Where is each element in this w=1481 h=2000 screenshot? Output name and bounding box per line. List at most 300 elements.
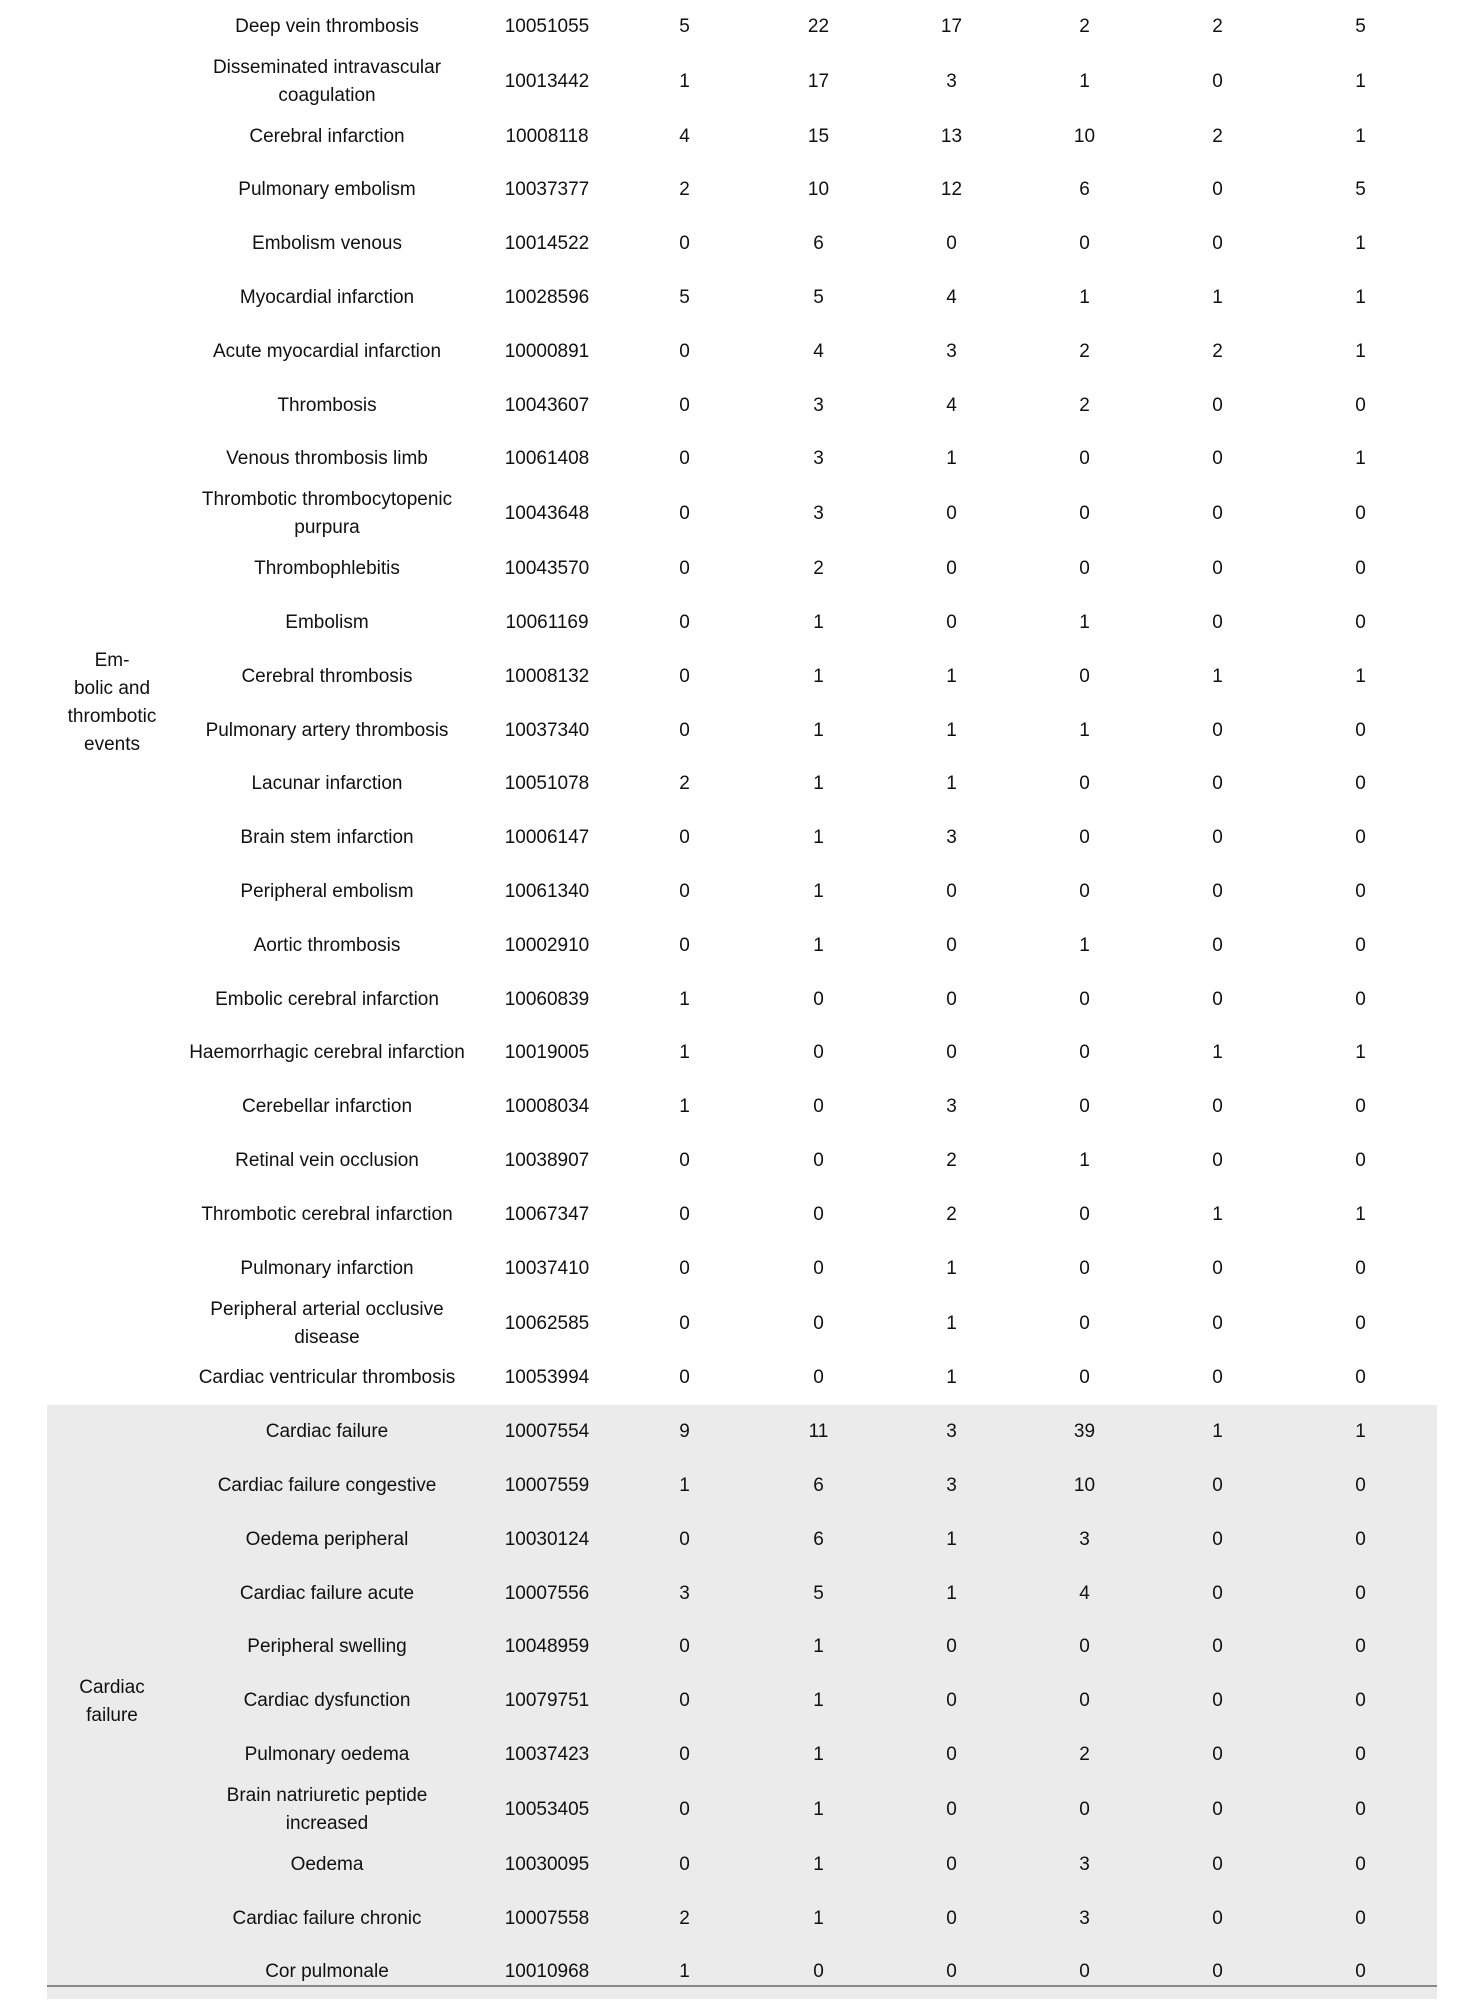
count-cell: 0 bbox=[679, 827, 690, 849]
preferred-term: Cerebellar infarction bbox=[241, 1096, 413, 1118]
count-cell: 0 bbox=[813, 1312, 824, 1334]
table-row bbox=[47, 1838, 1437, 1892]
count-cell: 3 bbox=[885, 1459, 1018, 1513]
count-cell: 3 bbox=[813, 448, 824, 470]
count-cell: 0 bbox=[679, 503, 690, 525]
table-row bbox=[47, 758, 1437, 812]
count-cell: 0 bbox=[679, 1257, 690, 1279]
table-row bbox=[47, 1674, 1437, 1728]
meddra-code: 10051055 bbox=[504, 15, 590, 37]
count-cell: 0 bbox=[679, 1203, 690, 1225]
table-row bbox=[47, 379, 1437, 433]
meddra-code: 10013442 bbox=[504, 70, 590, 92]
count-cell: 1 bbox=[679, 1042, 690, 1064]
group-label: Cardiac failure bbox=[47, 1405, 177, 1999]
group-label: Em- bolic and thrombotic events bbox=[67, 649, 157, 755]
count-cell: 0 bbox=[1079, 558, 1090, 580]
count-cell: 2 bbox=[1212, 15, 1223, 37]
count-cell: 1 bbox=[679, 70, 690, 92]
count-cell: 0 bbox=[813, 1096, 824, 1118]
table-row bbox=[47, 919, 1437, 973]
table-bottom-rule bbox=[47, 1985, 1437, 1987]
count-cell: 0 bbox=[1079, 1042, 1090, 1064]
count-cell: 6 bbox=[1079, 179, 1090, 201]
count-cell: 0 bbox=[1355, 1150, 1366, 1172]
count-cell: 1 bbox=[946, 719, 957, 741]
count-cell: 1 bbox=[1079, 612, 1090, 634]
count-cell: 1 bbox=[1079, 287, 1090, 309]
count-cell: 0 bbox=[1355, 394, 1366, 416]
meddra-code: 10010968 bbox=[477, 1946, 617, 2000]
count-cell: 10 bbox=[807, 179, 830, 201]
count-cell: 0 bbox=[679, 233, 690, 255]
preferred-term: Thrombotic cerebral infarction bbox=[201, 1203, 453, 1225]
count-cell: 0 bbox=[1212, 558, 1223, 580]
count-cell: 0 bbox=[1355, 719, 1366, 741]
count-cell: 1 bbox=[1079, 1150, 1090, 1172]
count-cell: 2 bbox=[1079, 394, 1090, 416]
table-row bbox=[47, 1513, 1437, 1567]
preferred-term: Cerebral thrombosis bbox=[241, 665, 413, 687]
count-cell: 1 bbox=[752, 1674, 885, 1728]
count-cell: 0 bbox=[946, 988, 957, 1010]
count-cell: 1 bbox=[946, 1367, 957, 1389]
preferred-term: Cardiac failure acute bbox=[177, 1567, 477, 1621]
count-cell: 0 bbox=[679, 394, 690, 416]
count-cell: 0 bbox=[1355, 1367, 1366, 1389]
table-row bbox=[47, 433, 1437, 487]
count-cell: 1 bbox=[1151, 1405, 1284, 1459]
table-row bbox=[47, 1892, 1437, 1946]
meddra-code: 10067347 bbox=[504, 1203, 590, 1225]
meddra-code: 10007559 bbox=[477, 1459, 617, 1513]
meddra-code: 10030095 bbox=[477, 1838, 617, 1892]
preferred-term: Cardiac ventricular thrombosis bbox=[198, 1367, 456, 1389]
meddra-code: 10053405 bbox=[477, 1782, 617, 1838]
count-cell: 0 bbox=[1151, 1674, 1284, 1728]
count-cell: 0 bbox=[617, 1782, 752, 1838]
meddra-code: 10079751 bbox=[477, 1674, 617, 1728]
preferred-term: Venous thrombosis limb bbox=[226, 448, 428, 470]
count-cell: 3 bbox=[1018, 1513, 1151, 1567]
count-cell: 0 bbox=[617, 1674, 752, 1728]
table-row bbox=[47, 164, 1437, 218]
count-cell: 0 bbox=[1212, 1312, 1223, 1334]
preferred-term: Cerebral infarction bbox=[249, 125, 405, 147]
count-cell: 10 bbox=[1018, 1459, 1151, 1513]
count-cell: 0 bbox=[679, 1367, 690, 1389]
count-cell: 0 bbox=[1151, 1621, 1284, 1675]
count-cell: 6 bbox=[752, 1513, 885, 1567]
table-row bbox=[47, 542, 1437, 596]
meddra-code: 10037340 bbox=[504, 719, 590, 741]
count-cell: 1 bbox=[679, 988, 690, 1010]
preferred-term: Oedema peripheral bbox=[177, 1513, 477, 1567]
table-row bbox=[47, 1567, 1437, 1621]
count-cell: 15 bbox=[807, 125, 830, 147]
preferred-term: Pulmonary infarction bbox=[240, 1257, 414, 1279]
table-row bbox=[47, 1405, 1437, 1459]
count-cell: 6 bbox=[752, 1459, 885, 1513]
count-cell: 0 bbox=[1079, 988, 1090, 1010]
count-cell: 3 bbox=[946, 1096, 957, 1118]
meddra-code: 10014522 bbox=[504, 233, 590, 255]
count-cell: 0 bbox=[1284, 1946, 1437, 2000]
count-cell: 0 bbox=[1355, 773, 1366, 795]
table-row bbox=[47, 1352, 1437, 1406]
table-row bbox=[47, 596, 1437, 650]
count-cell: 0 bbox=[946, 233, 957, 255]
count-cell: 0 bbox=[1079, 881, 1090, 903]
count-cell: 0 bbox=[1151, 1782, 1284, 1838]
count-cell: 0 bbox=[1355, 988, 1366, 1010]
count-cell: 0 bbox=[1284, 1674, 1437, 1728]
table-row bbox=[47, 1459, 1437, 1513]
count-cell: 5 bbox=[679, 287, 690, 309]
count-cell: 2 bbox=[679, 179, 690, 201]
count-cell: 0 bbox=[885, 1621, 1018, 1675]
count-cell: 1 bbox=[946, 773, 957, 795]
count-cell: 0 bbox=[1151, 1459, 1284, 1513]
preferred-term: Myocardial infarction bbox=[239, 287, 415, 309]
count-cell: 9 bbox=[617, 1405, 752, 1459]
count-cell: 1 bbox=[679, 1096, 690, 1118]
count-cell: 0 bbox=[617, 1838, 752, 1892]
table-row bbox=[47, 1296, 1437, 1352]
meddra-code: 10051078 bbox=[504, 773, 590, 795]
count-cell: 0 bbox=[813, 1203, 824, 1225]
count-cell: 1 bbox=[1212, 665, 1223, 687]
count-cell: 3 bbox=[946, 70, 957, 92]
meddra-code: 10006147 bbox=[504, 827, 590, 849]
preferred-term: Retinal vein occlusion bbox=[235, 1150, 419, 1172]
count-cell: 0 bbox=[1212, 934, 1223, 956]
count-cell: 1 bbox=[1355, 70, 1366, 92]
count-cell: 0 bbox=[1018, 1674, 1151, 1728]
count-cell: 5 bbox=[679, 15, 690, 37]
count-cell: 1 bbox=[1355, 287, 1366, 309]
count-cell: 1 bbox=[946, 665, 957, 687]
count-cell: 0 bbox=[1079, 448, 1090, 470]
preferred-term: Peripheral swelling bbox=[177, 1621, 477, 1675]
meddra-code: 10008118 bbox=[505, 125, 589, 147]
table-row bbox=[47, 865, 1437, 919]
count-cell: 0 bbox=[885, 1946, 1018, 2000]
count-cell: 0 bbox=[1212, 394, 1223, 416]
adverse-events-table bbox=[47, 0, 1437, 1999]
count-cell: 17 bbox=[940, 15, 963, 37]
count-cell: 22 bbox=[807, 15, 830, 37]
meddra-code: 10061169 bbox=[505, 612, 589, 634]
preferred-term: Cardiac failure congestive bbox=[177, 1459, 477, 1513]
count-cell: 0 bbox=[1212, 1257, 1223, 1279]
meddra-code: 10043607 bbox=[504, 394, 590, 416]
count-cell: 0 bbox=[1355, 503, 1366, 525]
count-cell: 1 bbox=[813, 934, 824, 956]
table-row bbox=[47, 973, 1437, 1027]
count-cell: 3 bbox=[1018, 1892, 1151, 1946]
group-embolic-thrombotic bbox=[47, 0, 1437, 1405]
count-cell: 3 bbox=[946, 340, 957, 362]
count-cell: 0 bbox=[1284, 1892, 1437, 1946]
count-cell: 0 bbox=[1079, 1367, 1090, 1389]
meddra-code: 10061340 bbox=[504, 881, 590, 903]
count-cell: 1 bbox=[752, 1838, 885, 1892]
preferred-term: Cardiac failure bbox=[177, 1405, 477, 1459]
table-row bbox=[47, 1946, 1437, 2000]
table-row bbox=[47, 1027, 1437, 1081]
meddra-code: 10019005 bbox=[504, 1042, 590, 1064]
count-cell: 1 bbox=[1212, 287, 1223, 309]
count-cell: 0 bbox=[1151, 1513, 1284, 1567]
count-cell: 0 bbox=[679, 448, 690, 470]
preferred-term: Thrombotic thrombocytopenic purpura bbox=[201, 489, 453, 539]
table-row bbox=[47, 1728, 1437, 1782]
count-cell: 1 bbox=[1355, 1203, 1366, 1225]
meddra-code: 10061408 bbox=[504, 448, 590, 470]
count-cell: 39 bbox=[1018, 1405, 1151, 1459]
count-cell: 4 bbox=[946, 394, 957, 416]
table-row bbox=[47, 1080, 1437, 1134]
count-cell: 1 bbox=[946, 1257, 957, 1279]
count-cell: 10 bbox=[1073, 125, 1096, 147]
table-row bbox=[47, 54, 1437, 110]
table-row bbox=[47, 811, 1437, 865]
count-cell: 0 bbox=[813, 1257, 824, 1279]
table-row bbox=[47, 1134, 1437, 1188]
count-cell: 1 bbox=[1355, 125, 1366, 147]
count-cell: 0 bbox=[679, 719, 690, 741]
count-cell: 0 bbox=[1212, 70, 1223, 92]
preferred-term: Thrombosis bbox=[277, 394, 377, 416]
count-cell: 0 bbox=[1355, 881, 1366, 903]
meddra-code: 10037410 bbox=[504, 1257, 590, 1279]
count-cell: 2 bbox=[679, 773, 690, 795]
preferred-term: Embolism bbox=[285, 612, 369, 634]
count-cell: 1 bbox=[752, 1892, 885, 1946]
count-cell: 1 bbox=[813, 827, 824, 849]
count-cell: 1 bbox=[885, 1567, 1018, 1621]
count-cell: 1 bbox=[946, 1312, 957, 1334]
count-cell: 2 bbox=[946, 1203, 957, 1225]
table-row bbox=[47, 217, 1437, 271]
preferred-term: Disseminated intravascular coagulation bbox=[212, 56, 442, 106]
table-row bbox=[47, 1621, 1437, 1675]
count-cell: 1 bbox=[1355, 340, 1366, 362]
count-cell: 0 bbox=[1018, 1782, 1151, 1838]
table-row bbox=[47, 325, 1437, 379]
count-cell: 0 bbox=[1355, 558, 1366, 580]
count-cell: 0 bbox=[813, 1042, 824, 1064]
count-cell: 0 bbox=[1355, 612, 1366, 634]
preferred-term: Embolic cerebral infarction bbox=[215, 988, 439, 1010]
count-cell: 0 bbox=[813, 1367, 824, 1389]
meddra-code: 10062585 bbox=[504, 1312, 590, 1334]
count-cell: 0 bbox=[1212, 827, 1223, 849]
count-cell: 2 bbox=[1018, 1728, 1151, 1782]
count-cell: 0 bbox=[1284, 1567, 1437, 1621]
count-cell: 5 bbox=[813, 287, 824, 309]
table-row bbox=[47, 0, 1437, 54]
count-cell: 1 bbox=[813, 881, 824, 903]
count-cell: 1 bbox=[617, 1459, 752, 1513]
count-cell: 2 bbox=[1079, 15, 1090, 37]
count-cell: 0 bbox=[679, 558, 690, 580]
group-cardiac-failure bbox=[47, 1405, 1437, 1999]
count-cell: 0 bbox=[946, 612, 957, 634]
count-cell: 0 bbox=[1355, 1312, 1366, 1334]
count-cell: 3 bbox=[813, 503, 824, 525]
count-cell: 1 bbox=[1079, 719, 1090, 741]
preferred-term: Cor pulmonale bbox=[177, 1946, 477, 2000]
count-cell: 0 bbox=[885, 1838, 1018, 1892]
preferred-term: Pulmonary oedema bbox=[177, 1728, 477, 1782]
meddra-code: 10038907 bbox=[504, 1150, 590, 1172]
count-cell: 0 bbox=[1212, 1150, 1223, 1172]
count-cell: 0 bbox=[1284, 1459, 1437, 1513]
count-cell: 13 bbox=[940, 125, 963, 147]
preferred-term: Brain stem infarction bbox=[240, 827, 414, 849]
count-cell: 0 bbox=[1212, 233, 1223, 255]
count-cell: 1 bbox=[752, 1782, 885, 1838]
table-row bbox=[47, 704, 1437, 758]
preferred-term: Deep vein thrombosis bbox=[235, 15, 419, 37]
count-cell: 2 bbox=[946, 1150, 957, 1172]
count-cell: 0 bbox=[679, 1150, 690, 1172]
count-cell: 0 bbox=[885, 1892, 1018, 1946]
count-cell: 1 bbox=[946, 448, 957, 470]
count-cell: 1 bbox=[752, 1621, 885, 1675]
preferred-term: Cardiac failure chronic bbox=[177, 1892, 477, 1946]
count-cell: 1 bbox=[1212, 1203, 1223, 1225]
count-cell: 0 bbox=[1284, 1782, 1437, 1838]
count-cell: 0 bbox=[617, 1513, 752, 1567]
count-cell: 3 bbox=[617, 1567, 752, 1621]
count-cell: 1 bbox=[813, 719, 824, 741]
preferred-term: Peripheral embolism bbox=[240, 881, 414, 903]
count-cell: 3 bbox=[946, 827, 957, 849]
count-cell: 5 bbox=[1355, 15, 1366, 37]
count-cell: 0 bbox=[679, 340, 690, 362]
count-cell: 0 bbox=[885, 1728, 1018, 1782]
preferred-term: Lacunar infarction bbox=[251, 773, 403, 795]
count-cell: 0 bbox=[1284, 1728, 1437, 1782]
table-row bbox=[47, 650, 1437, 704]
count-cell: 0 bbox=[679, 665, 690, 687]
count-cell: 0 bbox=[946, 881, 957, 903]
table-row bbox=[47, 1782, 1437, 1838]
count-cell: 0 bbox=[1212, 988, 1223, 1010]
count-cell: 1 bbox=[1355, 233, 1366, 255]
count-cell: 4 bbox=[946, 287, 957, 309]
count-cell: 0 bbox=[1079, 773, 1090, 795]
count-cell: 11 bbox=[752, 1405, 885, 1459]
count-cell: 1 bbox=[752, 1728, 885, 1782]
count-cell: 2 bbox=[1212, 340, 1223, 362]
count-cell: 0 bbox=[1079, 827, 1090, 849]
preferred-term: Peripheral arterial occlusive disease bbox=[210, 1298, 444, 1348]
meddra-code: 10007558 bbox=[477, 1892, 617, 1946]
count-cell: 0 bbox=[1355, 1257, 1366, 1279]
count-cell: 0 bbox=[1018, 1621, 1151, 1675]
count-cell: 0 bbox=[679, 612, 690, 634]
count-cell: 0 bbox=[1079, 503, 1090, 525]
preferred-term: Acute myocardial infarction bbox=[212, 340, 442, 362]
count-cell: 0 bbox=[1079, 233, 1090, 255]
count-cell: 0 bbox=[1212, 1096, 1223, 1118]
count-cell: 0 bbox=[1151, 1892, 1284, 1946]
count-cell: 1 bbox=[617, 1946, 752, 2000]
count-cell: 1 bbox=[813, 612, 824, 634]
count-cell: 0 bbox=[1212, 448, 1223, 470]
preferred-term: Thrombophlebitis bbox=[254, 558, 400, 580]
count-cell: 4 bbox=[813, 340, 824, 362]
count-cell: 4 bbox=[1018, 1567, 1151, 1621]
count-cell: 1 bbox=[1355, 1042, 1366, 1064]
count-cell: 0 bbox=[1212, 773, 1223, 795]
meddra-code: 10037423 bbox=[477, 1728, 617, 1782]
count-cell: 0 bbox=[885, 1674, 1018, 1728]
count-cell: 0 bbox=[946, 934, 957, 956]
count-cell: 0 bbox=[1151, 1567, 1284, 1621]
count-cell: 0 bbox=[1284, 1621, 1437, 1675]
count-cell: 0 bbox=[1284, 1838, 1437, 1892]
count-cell: 0 bbox=[1151, 1946, 1284, 2000]
count-cell: 0 bbox=[1079, 1203, 1090, 1225]
meddra-code: 10002910 bbox=[504, 934, 590, 956]
meddra-code: 10007554 bbox=[477, 1405, 617, 1459]
count-cell: 0 bbox=[1151, 1728, 1284, 1782]
count-cell: 0 bbox=[1284, 1513, 1437, 1567]
count-cell: 0 bbox=[1355, 934, 1366, 956]
count-cell: 0 bbox=[1151, 1838, 1284, 1892]
count-cell: 0 bbox=[1079, 1257, 1090, 1279]
count-cell: 0 bbox=[813, 988, 824, 1010]
count-cell: 5 bbox=[752, 1567, 885, 1621]
count-cell: 0 bbox=[1212, 612, 1223, 634]
count-cell: 1 bbox=[885, 1513, 1018, 1567]
adverse-events-table-container bbox=[47, 0, 1437, 1999]
count-cell: 4 bbox=[679, 125, 690, 147]
count-cell: 2 bbox=[617, 1892, 752, 1946]
count-cell: 0 bbox=[1355, 1096, 1366, 1118]
count-cell: 12 bbox=[940, 179, 963, 201]
meddra-code: 10053994 bbox=[504, 1367, 590, 1389]
count-cell: 0 bbox=[679, 1312, 690, 1334]
meddra-code: 10008034 bbox=[504, 1096, 590, 1118]
count-cell: 0 bbox=[679, 934, 690, 956]
count-cell: 2 bbox=[1079, 340, 1090, 362]
count-cell: 3 bbox=[1018, 1838, 1151, 1892]
meddra-code: 10048959 bbox=[477, 1621, 617, 1675]
meddra-code: 10043648 bbox=[504, 503, 590, 525]
preferred-term: Pulmonary embolism bbox=[238, 179, 416, 201]
count-cell: 0 bbox=[885, 1782, 1018, 1838]
count-cell: 6 bbox=[813, 233, 824, 255]
count-cell: 0 bbox=[752, 1946, 885, 2000]
count-cell: 2 bbox=[1212, 125, 1223, 147]
count-cell: 0 bbox=[1018, 1946, 1151, 2000]
count-cell: 0 bbox=[1212, 881, 1223, 903]
count-cell: 0 bbox=[1212, 503, 1223, 525]
count-cell: 0 bbox=[1212, 1367, 1223, 1389]
count-cell: 1 bbox=[1079, 70, 1090, 92]
count-cell: 0 bbox=[946, 558, 957, 580]
count-cell: 0 bbox=[679, 881, 690, 903]
count-cell: 0 bbox=[946, 1042, 957, 1064]
preferred-term: Oedema bbox=[177, 1838, 477, 1892]
count-cell: 0 bbox=[946, 503, 957, 525]
